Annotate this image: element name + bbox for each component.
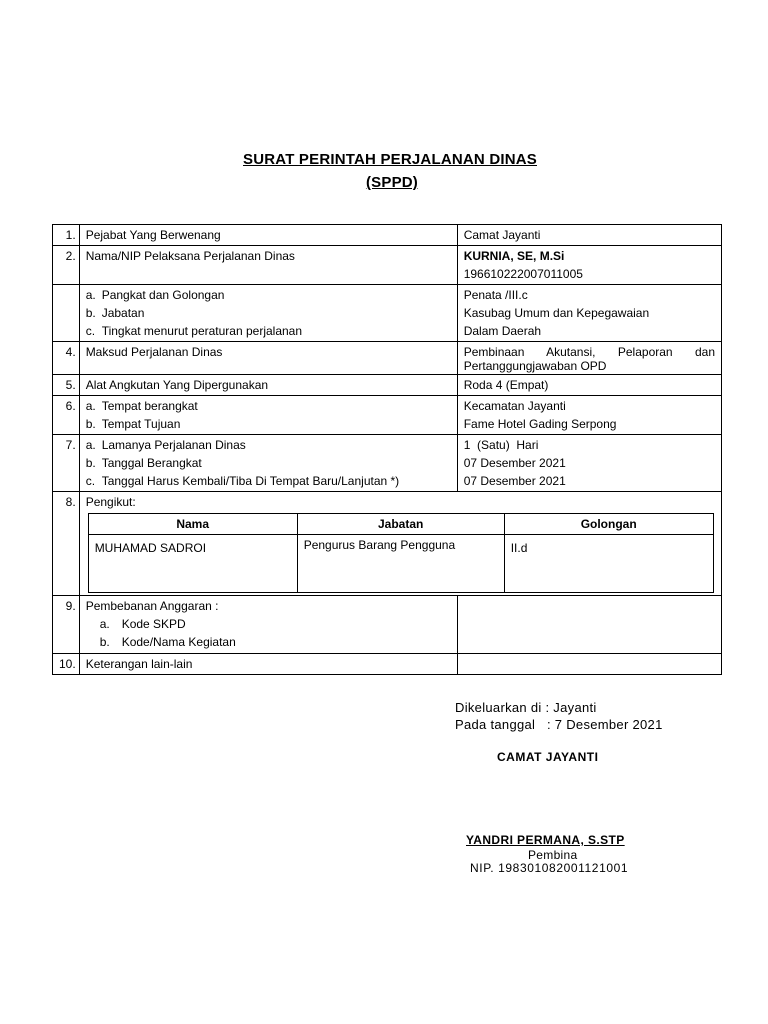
followers-table	[88, 513, 714, 593]
row-label: Nama/NIP Pelaksana Perjalanan Dinas	[79, 246, 457, 285]
row-value	[457, 654, 721, 675]
document-title: SURAT PERINTAH PERJALANAN DINAS	[243, 151, 537, 168]
signing-office: CAMAT JAYANTI	[497, 750, 599, 764]
row-number: 4.	[53, 342, 80, 375]
row-label: Maksud Perjalanan Dinas	[79, 342, 457, 375]
executor-name: KURNIA, SE, M.Si	[463, 249, 565, 263]
row-1	[53, 225, 722, 246]
issue-date: Pada tanggal : 7 Desember 2021	[455, 717, 663, 732]
row-number: 8.	[53, 492, 80, 596]
row-number	[53, 285, 80, 342]
row-label: Pejabat Yang Berwenang	[79, 225, 457, 246]
row-value: 1 (Satu) Hari 07 Desember 2021 07 Desember 2021	[457, 435, 721, 492]
document-subtitle: (SPPD)	[365, 174, 419, 191]
row-10	[53, 654, 722, 675]
follower-position: Pengurus Barang Pengguna	[297, 535, 504, 593]
row-label: Pembebanan Anggaran : a. Kode SKPD b. Kode/Nama Kegiatan	[79, 596, 457, 654]
signatory-rank: Pembina	[528, 848, 578, 862]
row-value: Camat Jayanti	[457, 225, 721, 246]
row-6	[53, 396, 722, 435]
table-row	[88, 535, 713, 593]
row-number: 2.	[53, 246, 80, 285]
sub-label: Jabatan	[101, 306, 145, 320]
row-number: 10.	[53, 654, 80, 675]
row-value: Kecamatan Jayanti Fame Hotel Gading Serpong	[457, 396, 721, 435]
signatory-nip: NIP. 198301082001121001	[470, 861, 629, 875]
row-9	[53, 596, 722, 654]
row-label: a. Lamanya Perjalanan Dinas b. Tanggal Berangkat c. Tanggal Harus Kembali/Tiba Di Tempat Baru/Lanjutan *)	[79, 435, 457, 492]
row-number: 1.	[53, 225, 80, 246]
row-number: 9.	[53, 596, 80, 654]
issued-at: Dikeluarkan di : Jayanti	[455, 700, 597, 715]
column-header: Golongan	[504, 514, 713, 535]
signatory-name: YANDRI PERMANA, S.STP	[466, 833, 625, 847]
row-value: Penata /III.c Kasubag Umum dan Kepegawaian Dalam Daerah	[457, 285, 721, 342]
row-number: 5.	[53, 375, 80, 396]
row-7	[53, 435, 722, 492]
row-3	[53, 285, 722, 342]
row-4	[53, 342, 722, 375]
executor-nip: 196610222007011005	[463, 267, 583, 281]
row-label: a. Pangkat dan Golongan b. Jabatan c. Tingkat menurut peraturan perjalanan	[79, 285, 457, 342]
follower-grade: II.d	[504, 535, 713, 593]
column-header: Jabatan	[297, 514, 504, 535]
row-number: 7.	[53, 435, 80, 492]
followers-cell	[79, 492, 721, 596]
row-value	[457, 246, 721, 285]
row-label: Keterangan lain-lain	[79, 654, 457, 675]
row-2	[53, 246, 722, 285]
row-label: Alat Angkutan Yang Dipergunakan	[79, 375, 457, 396]
follower-name: MUHAMAD SADROI	[88, 535, 297, 593]
row-label: Pengikut:	[85, 495, 136, 509]
sub-label: Tingkat menurut peraturan perjalanan	[101, 324, 303, 338]
row-value: Roda 4 (Empat)	[457, 375, 721, 396]
sub-label: Pangkat dan Golongan	[101, 288, 225, 302]
column-header: Nama	[88, 514, 297, 535]
row-5	[53, 375, 722, 396]
row-value	[457, 596, 721, 654]
sppd-table	[52, 224, 722, 675]
row-number: 6.	[53, 396, 80, 435]
row-8	[53, 492, 722, 596]
row-value: Pembinaan Akutansi, Pelaporan dan Pertanggungjawaban OPD	[457, 342, 721, 375]
row-label: a. Tempat berangkat b. Tempat Tujuan	[79, 396, 457, 435]
